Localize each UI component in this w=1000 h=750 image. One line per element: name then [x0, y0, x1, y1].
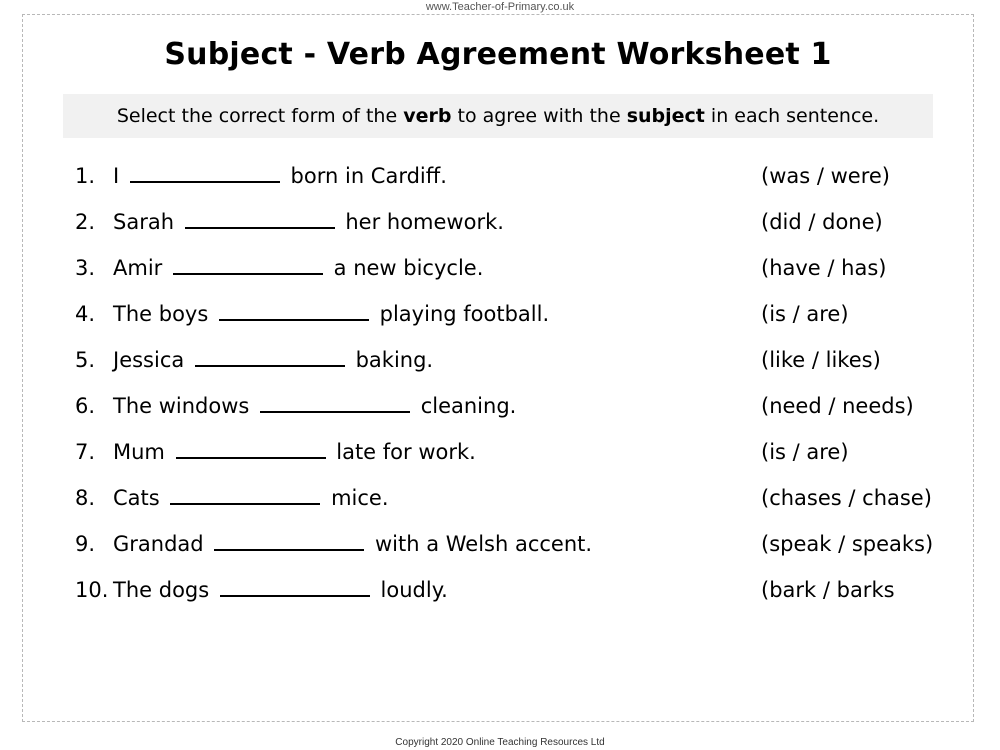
question-number: 1.: [75, 164, 96, 188]
answer-blank[interactable]: [130, 167, 280, 183]
question-number: 5.: [75, 348, 96, 372]
question-options: (bark / barks: [761, 578, 895, 602]
question-options: (is / are): [761, 440, 849, 464]
question-text-before: Cats: [113, 486, 167, 510]
question-text: [113, 210, 761, 234]
question-text: [113, 440, 761, 464]
question-text-before: Sarah: [113, 210, 181, 234]
question-text: [113, 256, 761, 280]
instruction-part-2: to agree with the: [451, 105, 627, 127]
question-text: [113, 578, 761, 602]
question-number: 4.: [75, 302, 96, 326]
question-text-before: The windows: [113, 394, 257, 418]
question-options: (like / likes): [761, 348, 881, 372]
question-row: [75, 440, 973, 464]
question-number: 3.: [75, 256, 96, 280]
question-text-after: cleaning.: [414, 394, 517, 418]
question-text-after: baking.: [348, 348, 434, 372]
question-options: (speak / speaks): [761, 532, 934, 556]
question-text-after: born in Cardiff.: [283, 164, 447, 188]
question-text-after: mice.: [324, 486, 389, 510]
question-text: [113, 164, 761, 188]
question-text-after: a new bicycle.: [326, 256, 484, 280]
instruction-bold-subject: subject: [626, 105, 705, 127]
question-text-after: loudly.: [373, 578, 448, 602]
question-options: (chases / chase): [761, 486, 932, 510]
question-options: (need / needs): [761, 394, 914, 418]
question-text: [113, 394, 761, 418]
answer-blank[interactable]: [219, 305, 369, 321]
answer-blank[interactable]: [176, 443, 326, 459]
question-text-before: The boys: [113, 302, 215, 326]
answer-blank[interactable]: [260, 397, 410, 413]
question-list: [23, 164, 973, 602]
question-row: [75, 486, 973, 510]
question-text: [113, 532, 761, 556]
question-options: (have / has): [761, 256, 887, 280]
question-row: [75, 394, 973, 418]
question-options: (is / are): [761, 302, 849, 326]
question-text-after: her homework.: [338, 210, 504, 234]
instruction-bar: [63, 94, 933, 138]
question-row: [75, 256, 973, 280]
question-row: [75, 210, 973, 234]
worksheet-sheet: [22, 14, 974, 722]
question-text-before: I: [113, 164, 126, 188]
instruction-bold-verb: verb: [403, 105, 452, 127]
answer-blank[interactable]: [214, 535, 364, 551]
question-text: [113, 302, 761, 326]
instruction-part-1: Select the correct form of the: [116, 105, 404, 127]
question-number: 6.: [75, 394, 96, 418]
question-row: [75, 164, 973, 188]
question-options: (did / done): [761, 210, 883, 234]
copyright-notice: Copyright 2020 Online Teaching Resources Ltd: [395, 737, 605, 748]
answer-blank[interactable]: [170, 489, 320, 505]
question-text-after: late for work.: [329, 440, 476, 464]
answer-blank[interactable]: [195, 351, 345, 367]
question-text-after: with a Welsh accent.: [368, 532, 593, 556]
answer-blank[interactable]: [185, 213, 335, 229]
question-options: (was / were): [761, 164, 890, 188]
question-row: [75, 532, 973, 556]
question-number: 10.: [75, 578, 109, 602]
question-number: 7.: [75, 440, 96, 464]
question-text: [113, 486, 761, 510]
page-title: Subject - Verb Agreement Worksheet 1: [164, 37, 832, 72]
question-number: 2.: [75, 210, 96, 234]
question-number: 9.: [75, 532, 96, 556]
answer-blank[interactable]: [220, 581, 370, 597]
question-number: 8.: [75, 486, 96, 510]
site-url: www.Teacher-of-Primary.co.uk: [425, 1, 575, 13]
question-text-before: The dogs: [113, 578, 216, 602]
question-text-before: Amir: [113, 256, 169, 280]
question-row: [75, 302, 973, 326]
question-text-before: Grandad: [113, 532, 211, 556]
question-text-after: playing football.: [372, 302, 550, 326]
question-row: [75, 578, 973, 602]
question-text-before: Mum: [113, 440, 172, 464]
question-text-before: Jessica: [113, 348, 191, 372]
question-row: [75, 348, 973, 372]
answer-blank[interactable]: [173, 259, 323, 275]
question-text: [113, 348, 761, 372]
instruction-part-3: in each sentence.: [704, 105, 880, 127]
